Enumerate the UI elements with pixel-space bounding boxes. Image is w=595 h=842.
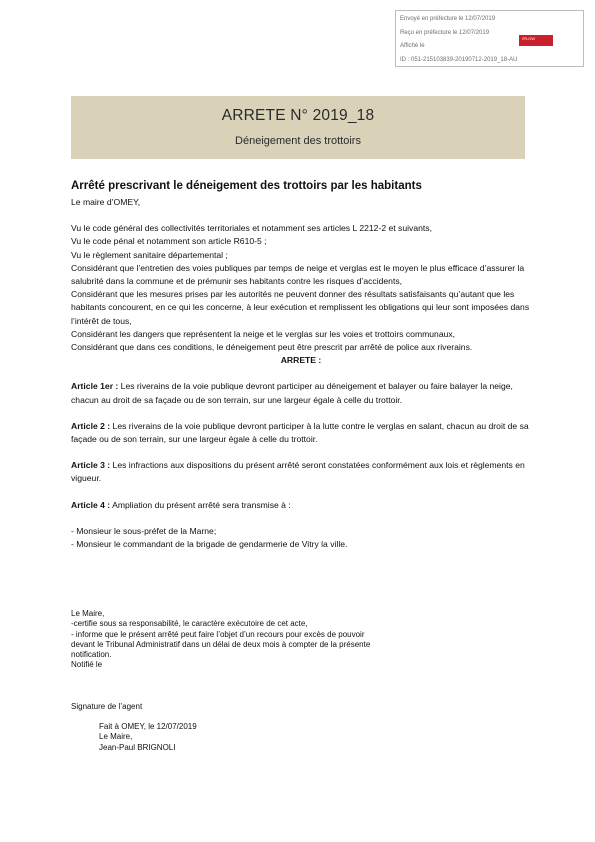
agent-signature-label: Signature de l’agent xyxy=(71,702,143,711)
signature-name: Jean-Paul BRIGNOLI xyxy=(99,742,176,752)
arrete-label: ARRETE : xyxy=(280,355,322,366)
certification-line-5: notification. xyxy=(71,650,112,660)
article-1-label: Article 1er : xyxy=(71,381,119,392)
certification-line-3: - informe que le présent arrêté peut faire l’objet d’un recours pour excès de pouvoir xyxy=(71,629,365,639)
stamp-sent: Envoyé en préfecture le 12/07/2019 xyxy=(400,16,496,22)
article-3-text: Les infractions aux dispositions du présent arrêté seront constatées conformément aux lois et règlements en vigueur. xyxy=(71,460,525,484)
article-2-label: Article 2 : xyxy=(71,420,111,431)
article-3-label: Article 3 : xyxy=(71,460,111,471)
article-1 xyxy=(71,380,531,406)
consideration-5: Considérant que les mesures prises par les autorités ne peuvent donner des résultats satisfaisants qu’autant que les habitants concourent, en ce qui les concerne, à leur exécution et remplissent les obligations qui leur sont imposées dans l’intérêt de tous, xyxy=(71,289,530,326)
article-4-label: Article 4 : xyxy=(71,499,111,510)
s2low-logo: S²LOW xyxy=(519,35,553,46)
certification-line-4: devant le Tribunal Administratif dans un délai de deux mois à compter de la présente xyxy=(71,639,371,649)
consideration-3: Vu le règlement sanitaire départemental ; xyxy=(71,249,228,260)
article-2 xyxy=(71,420,531,446)
consideration-4: Considérant que l’entretien des voies publiques par temps de neige et verglas est le moyen le plus efficace d’assurer la salubrité dans la commune et de prémunir ses habitants contre les risques d’accidents, xyxy=(71,262,525,287)
consideration-2: Vu le code pénal et notamment son article R610-5 ; xyxy=(71,236,267,247)
prefecture-stamp xyxy=(395,10,584,67)
stamp-posted: Affiché le xyxy=(400,43,425,49)
certification-line-6: Notifié le xyxy=(71,660,103,670)
consideration-7: Considérant que dans ces conditions, le déneigement peut être prescrit par arrêté de police aux riverains. xyxy=(71,342,473,353)
consideration-1: Vu le code général des collectivités territoriales et notamment ses articles L 2212-2 et suivants, xyxy=(71,223,432,234)
stamp-id: ID : 051-215103839-20190712-2019_18-AU xyxy=(400,56,518,63)
document-title: ARRETE N° 2019_18 xyxy=(221,107,375,124)
article-1-text: Les riverains de la voie publique devront participer au déneigement et balayer ou faire balayer la neige, chacun au droit de sa façade ou de son terrain, sur une largeur égale à celle du trottoir. xyxy=(71,381,513,405)
signature-block xyxy=(99,722,197,753)
certification-line-2: -certifie sous sa responsabilité, le caractère exécutoire de cet acte, xyxy=(71,619,308,629)
stamp-received: Reçu en préfecture le 12/07/2019 xyxy=(400,29,490,36)
article-3 xyxy=(71,459,531,485)
article-4 xyxy=(71,499,531,512)
consideration-6: Considérant les dangers que représentent la neige et le verglas sur les voies et trottoirs communaux, xyxy=(71,328,456,339)
signature-role: Le Maire, xyxy=(99,732,133,742)
title-banner xyxy=(71,96,525,159)
document-subtitle: Déneigement des trottoirs xyxy=(235,135,361,147)
certification-block xyxy=(71,609,491,671)
recipient-2: - Monsieur le commandant de la brigade de gendarmerie de Vitry la ville. xyxy=(71,539,348,550)
article-2-text: Les riverains de la voie publique devront participer à la lutte contre le verglas en salant, chacun au droit de sa façade ou de son terrain, sur une largeur égale à celle du trottoir. xyxy=(71,420,529,445)
arrete-body xyxy=(71,196,531,551)
arrete-heading: Arrêté prescrivant le déneigement des trottoirs par les habitants xyxy=(71,180,422,192)
signature-place-date: Fait à OMEY, le 12/07/2019 xyxy=(99,722,197,731)
recipient-1: - Monsieur le sous-préfet de la Marne; xyxy=(71,525,217,536)
certification-line-1: Le Maire, xyxy=(71,609,105,618)
article-4-text: Ampliation du présent arrêté sera transmise à : xyxy=(110,499,291,510)
intro-line: Le maire d’OMEY, xyxy=(71,197,141,207)
